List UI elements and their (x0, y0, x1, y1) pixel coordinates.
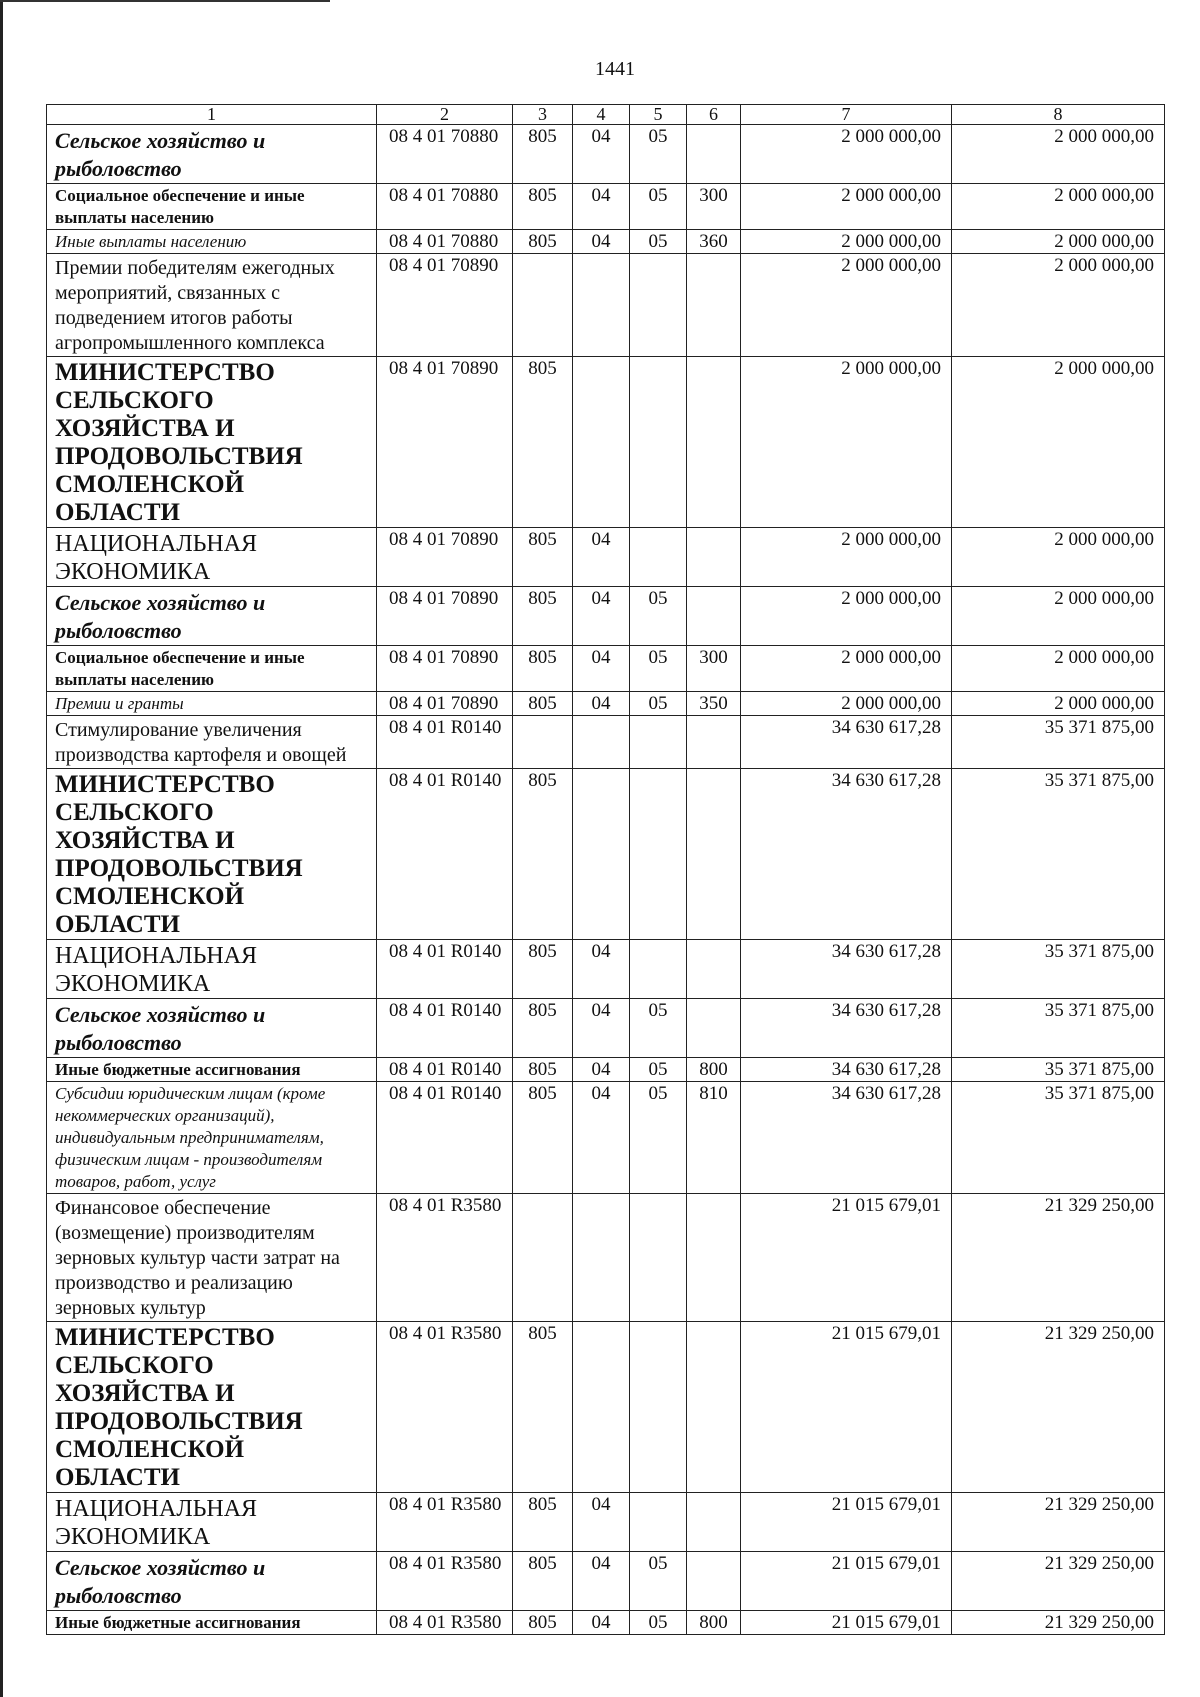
amount-year-1: 2 000 000,00 (741, 528, 952, 587)
target-article-code: 08 4 01 R3580 (377, 1493, 513, 1552)
row-name: Сельское хозяйство и рыболовство (47, 999, 377, 1058)
amount-year-2: 2 000 000,00 (952, 125, 1165, 184)
ministry-code: 805 (513, 769, 573, 940)
row-name: Социальное обеспечение и иные выплаты населению (47, 184, 377, 230)
ministry-code: 805 (513, 940, 573, 999)
expense-type-code (687, 1322, 741, 1493)
amount-year-1: 21 015 679,01 (741, 1552, 952, 1611)
section-code: 04 (573, 528, 630, 587)
section-code: 04 (573, 1552, 630, 1611)
target-article-code: 08 4 01 R0140 (377, 940, 513, 999)
table-row (47, 1611, 1165, 1635)
amount-year-2: 2 000 000,00 (952, 587, 1165, 646)
ministry-code: 805 (513, 1082, 573, 1194)
subsection-code (630, 769, 687, 940)
amount-year-2: 21 329 250,00 (952, 1552, 1165, 1611)
column-number-header (47, 105, 1165, 125)
table-row (47, 528, 1165, 587)
column-number: 1 (47, 105, 377, 125)
amount-year-1: 2 000 000,00 (741, 357, 952, 528)
table-row (47, 769, 1165, 940)
table-row (47, 125, 1165, 184)
table-row (47, 184, 1165, 230)
amount-year-2: 35 371 875,00 (952, 769, 1165, 940)
section-code: 04 (573, 999, 630, 1058)
ministry-code: 805 (513, 357, 573, 528)
ministry-code: 805 (513, 528, 573, 587)
target-article-code: 08 4 01 R3580 (377, 1194, 513, 1322)
table-row (47, 1058, 1165, 1082)
expense-type-code (687, 125, 741, 184)
subsection-code (630, 1493, 687, 1552)
amount-year-2: 35 371 875,00 (952, 999, 1165, 1058)
expense-type-code (687, 716, 741, 769)
amount-year-1: 21 015 679,01 (741, 1194, 952, 1322)
table-row (47, 1194, 1165, 1322)
row-name: Стимулирование увеличения производства картофеля и овощей (47, 716, 377, 769)
amount-year-1: 2 000 000,00 (741, 254, 952, 357)
subsection-code: 05 (630, 692, 687, 716)
amount-year-2: 35 371 875,00 (952, 1058, 1165, 1082)
amount-year-2: 21 329 250,00 (952, 1194, 1165, 1322)
section-code: 04 (573, 184, 630, 230)
section-code: 04 (573, 125, 630, 184)
amount-year-1: 2 000 000,00 (741, 692, 952, 716)
ministry-code: 805 (513, 1493, 573, 1552)
expense-type-code: 350 (687, 692, 741, 716)
section-code: 04 (573, 230, 630, 254)
amount-year-1: 21 015 679,01 (741, 1493, 952, 1552)
row-name: НАЦИОНАЛЬНАЯ ЭКОНОМИКА (47, 1493, 377, 1552)
table-row (47, 587, 1165, 646)
row-name: МИНИСТЕРСТВО СЕЛЬСКОГО ХОЗЯЙСТВА И ПРОДОВОЛЬСТВИЯ СМОЛЕНСКОЙ ОБЛАСТИ (47, 1322, 377, 1493)
section-code: 04 (573, 692, 630, 716)
expense-type-code (687, 999, 741, 1058)
subsection-code: 05 (630, 125, 687, 184)
expense-type-code (687, 769, 741, 940)
ministry-code (513, 1194, 573, 1322)
subsection-code (630, 716, 687, 769)
expense-type-code: 300 (687, 184, 741, 230)
amount-year-1: 34 630 617,28 (741, 1058, 952, 1082)
table-row (47, 940, 1165, 999)
amount-year-2: 2 000 000,00 (952, 184, 1165, 230)
budget-table-body (47, 105, 1165, 1635)
column-number: 5 (630, 105, 687, 125)
target-article-code: 08 4 01 70890 (377, 587, 513, 646)
section-code (573, 254, 630, 357)
row-name: Сельское хозяйство и рыболовство (47, 587, 377, 646)
amount-year-2: 2 000 000,00 (952, 254, 1165, 357)
table-row (47, 1552, 1165, 1611)
table-row (47, 1082, 1165, 1194)
subsection-code: 05 (630, 587, 687, 646)
expense-type-code (687, 528, 741, 587)
budget-table (46, 104, 1165, 1635)
section-code: 04 (573, 646, 630, 692)
target-article-code: 08 4 01 R0140 (377, 1082, 513, 1194)
amount-year-2: 35 371 875,00 (952, 1082, 1165, 1194)
amount-year-1: 34 630 617,28 (741, 940, 952, 999)
expense-type-code (687, 1493, 741, 1552)
section-code: 04 (573, 1058, 630, 1082)
table-row (47, 1493, 1165, 1552)
scan-top-edge (0, 0, 330, 2)
target-article-code: 08 4 01 70890 (377, 646, 513, 692)
ministry-code: 805 (513, 184, 573, 230)
amount-year-1: 21 015 679,01 (741, 1322, 952, 1493)
column-number: 8 (952, 105, 1165, 125)
amount-year-2: 21 329 250,00 (952, 1611, 1165, 1635)
subsection-code (630, 357, 687, 528)
row-name: Сельское хозяйство и рыболовство (47, 1552, 377, 1611)
subsection-code (630, 940, 687, 999)
section-code: 04 (573, 1082, 630, 1194)
row-name: Финансовое обеспечение (возмещение) производителям зерновых культур части затрат на производство и реализацию зерновых культур (47, 1194, 377, 1322)
target-article-code: 08 4 01 R0140 (377, 999, 513, 1058)
table-row (47, 716, 1165, 769)
target-article-code: 08 4 01 R3580 (377, 1322, 513, 1493)
row-name: МИНИСТЕРСТВО СЕЛЬСКОГО ХОЗЯЙСТВА И ПРОДОВОЛЬСТВИЯ СМОЛЕНСКОЙ ОБЛАСТИ (47, 769, 377, 940)
expense-type-code (687, 254, 741, 357)
section-code (573, 1194, 630, 1322)
subsection-code: 05 (630, 230, 687, 254)
amount-year-2: 21 329 250,00 (952, 1322, 1165, 1493)
expense-type-code: 300 (687, 646, 741, 692)
row-name: Социальное обеспечение и иные выплаты населению (47, 646, 377, 692)
amount-year-2: 35 371 875,00 (952, 940, 1165, 999)
row-name: Сельское хозяйство и рыболовство (47, 125, 377, 184)
table-row (47, 692, 1165, 716)
ministry-code: 805 (513, 999, 573, 1058)
expense-type-code (687, 1194, 741, 1322)
expense-type-code (687, 1552, 741, 1611)
row-name: Премии победителям ежегодных мероприятий, связанных с подведением итогов работы агропромышленного комплекса (47, 254, 377, 357)
amount-year-1: 34 630 617,28 (741, 769, 952, 940)
ministry-code (513, 254, 573, 357)
target-article-code: 08 4 01 70880 (377, 125, 513, 184)
target-article-code: 08 4 01 70890 (377, 528, 513, 587)
ministry-code: 805 (513, 230, 573, 254)
section-code (573, 1322, 630, 1493)
expense-type-code (687, 587, 741, 646)
ministry-code: 805 (513, 587, 573, 646)
amount-year-2: 35 371 875,00 (952, 716, 1165, 769)
row-name: НАЦИОНАЛЬНАЯ ЭКОНОМИКА (47, 528, 377, 587)
table-row (47, 357, 1165, 528)
row-name: Субсидии юридическим лицам (кроме некоммерческих организаций), индивидуальным предпринимателям, физическим лицам - производителям товаров, работ, услуг (47, 1082, 377, 1194)
row-name: МИНИСТЕРСТВО СЕЛЬСКОГО ХОЗЯЙСТВА И ПРОДОВОЛЬСТВИЯ СМОЛЕНСКОЙ ОБЛАСТИ (47, 357, 377, 528)
expense-type-code (687, 357, 741, 528)
target-article-code: 08 4 01 R0140 (377, 1058, 513, 1082)
section-code (573, 716, 630, 769)
target-article-code: 08 4 01 R0140 (377, 769, 513, 940)
table-row (47, 254, 1165, 357)
amount-year-2: 2 000 000,00 (952, 692, 1165, 716)
amount-year-1: 2 000 000,00 (741, 646, 952, 692)
ministry-code: 805 (513, 1611, 573, 1635)
ministry-code: 805 (513, 1058, 573, 1082)
expense-type-code: 800 (687, 1611, 741, 1635)
ministry-code: 805 (513, 692, 573, 716)
section-code: 04 (573, 587, 630, 646)
section-code: 04 (573, 940, 630, 999)
section-code: 04 (573, 1611, 630, 1635)
ministry-code: 805 (513, 1322, 573, 1493)
target-article-code: 08 4 01 R3580 (377, 1611, 513, 1635)
table-row (47, 646, 1165, 692)
subsection-code: 05 (630, 1082, 687, 1194)
target-article-code: 08 4 01 70890 (377, 357, 513, 528)
subsection-code: 05 (630, 999, 687, 1058)
target-article-code: 08 4 01 70890 (377, 254, 513, 357)
column-number: 7 (741, 105, 952, 125)
amount-year-2: 2 000 000,00 (952, 646, 1165, 692)
amount-year-1: 34 630 617,28 (741, 1082, 952, 1194)
subsection-code: 05 (630, 1058, 687, 1082)
amount-year-2: 21 329 250,00 (952, 1493, 1165, 1552)
section-code (573, 357, 630, 528)
subsection-code (630, 1322, 687, 1493)
ministry-code (513, 716, 573, 769)
table-row (47, 230, 1165, 254)
table-row (47, 1322, 1165, 1493)
amount-year-1: 2 000 000,00 (741, 184, 952, 230)
subsection-code (630, 254, 687, 357)
expense-type-code: 800 (687, 1058, 741, 1082)
subsection-code: 05 (630, 646, 687, 692)
subsection-code (630, 528, 687, 587)
column-number: 4 (573, 105, 630, 125)
target-article-code: 08 4 01 R3580 (377, 1552, 513, 1611)
amount-year-1: 34 630 617,28 (741, 716, 952, 769)
section-code: 04 (573, 1493, 630, 1552)
amount-year-1: 34 630 617,28 (741, 999, 952, 1058)
subsection-code: 05 (630, 184, 687, 230)
amount-year-1: 2 000 000,00 (741, 230, 952, 254)
target-article-code: 08 4 01 70880 (377, 184, 513, 230)
target-article-code: 08 4 01 70880 (377, 230, 513, 254)
scan-left-edge (0, 0, 3, 1697)
target-article-code: 08 4 01 70890 (377, 692, 513, 716)
ministry-code: 805 (513, 646, 573, 692)
row-name: Иные бюджетные ассигнования (47, 1058, 377, 1082)
subsection-code (630, 1194, 687, 1322)
amount-year-2: 2 000 000,00 (952, 528, 1165, 587)
page-number: 1441 (595, 58, 635, 80)
subsection-code: 05 (630, 1611, 687, 1635)
column-number: 3 (513, 105, 573, 125)
amount-year-2: 2 000 000,00 (952, 357, 1165, 528)
amount-year-1: 2 000 000,00 (741, 587, 952, 646)
amount-year-1: 2 000 000,00 (741, 125, 952, 184)
column-number: 2 (377, 105, 513, 125)
expense-type-code: 360 (687, 230, 741, 254)
column-number: 6 (687, 105, 741, 125)
expense-type-code (687, 940, 741, 999)
expense-type-code: 810 (687, 1082, 741, 1194)
row-name: НАЦИОНАЛЬНАЯ ЭКОНОМИКА (47, 940, 377, 999)
amount-year-1: 21 015 679,01 (741, 1611, 952, 1635)
row-name: Иные бюджетные ассигнования (47, 1611, 377, 1635)
amount-year-2: 2 000 000,00 (952, 230, 1165, 254)
section-code (573, 769, 630, 940)
ministry-code: 805 (513, 1552, 573, 1611)
row-name: Премии и гранты (47, 692, 377, 716)
row-name: Иные выплаты населению (47, 230, 377, 254)
subsection-code: 05 (630, 1552, 687, 1611)
target-article-code: 08 4 01 R0140 (377, 716, 513, 769)
table-row (47, 999, 1165, 1058)
ministry-code: 805 (513, 125, 573, 184)
